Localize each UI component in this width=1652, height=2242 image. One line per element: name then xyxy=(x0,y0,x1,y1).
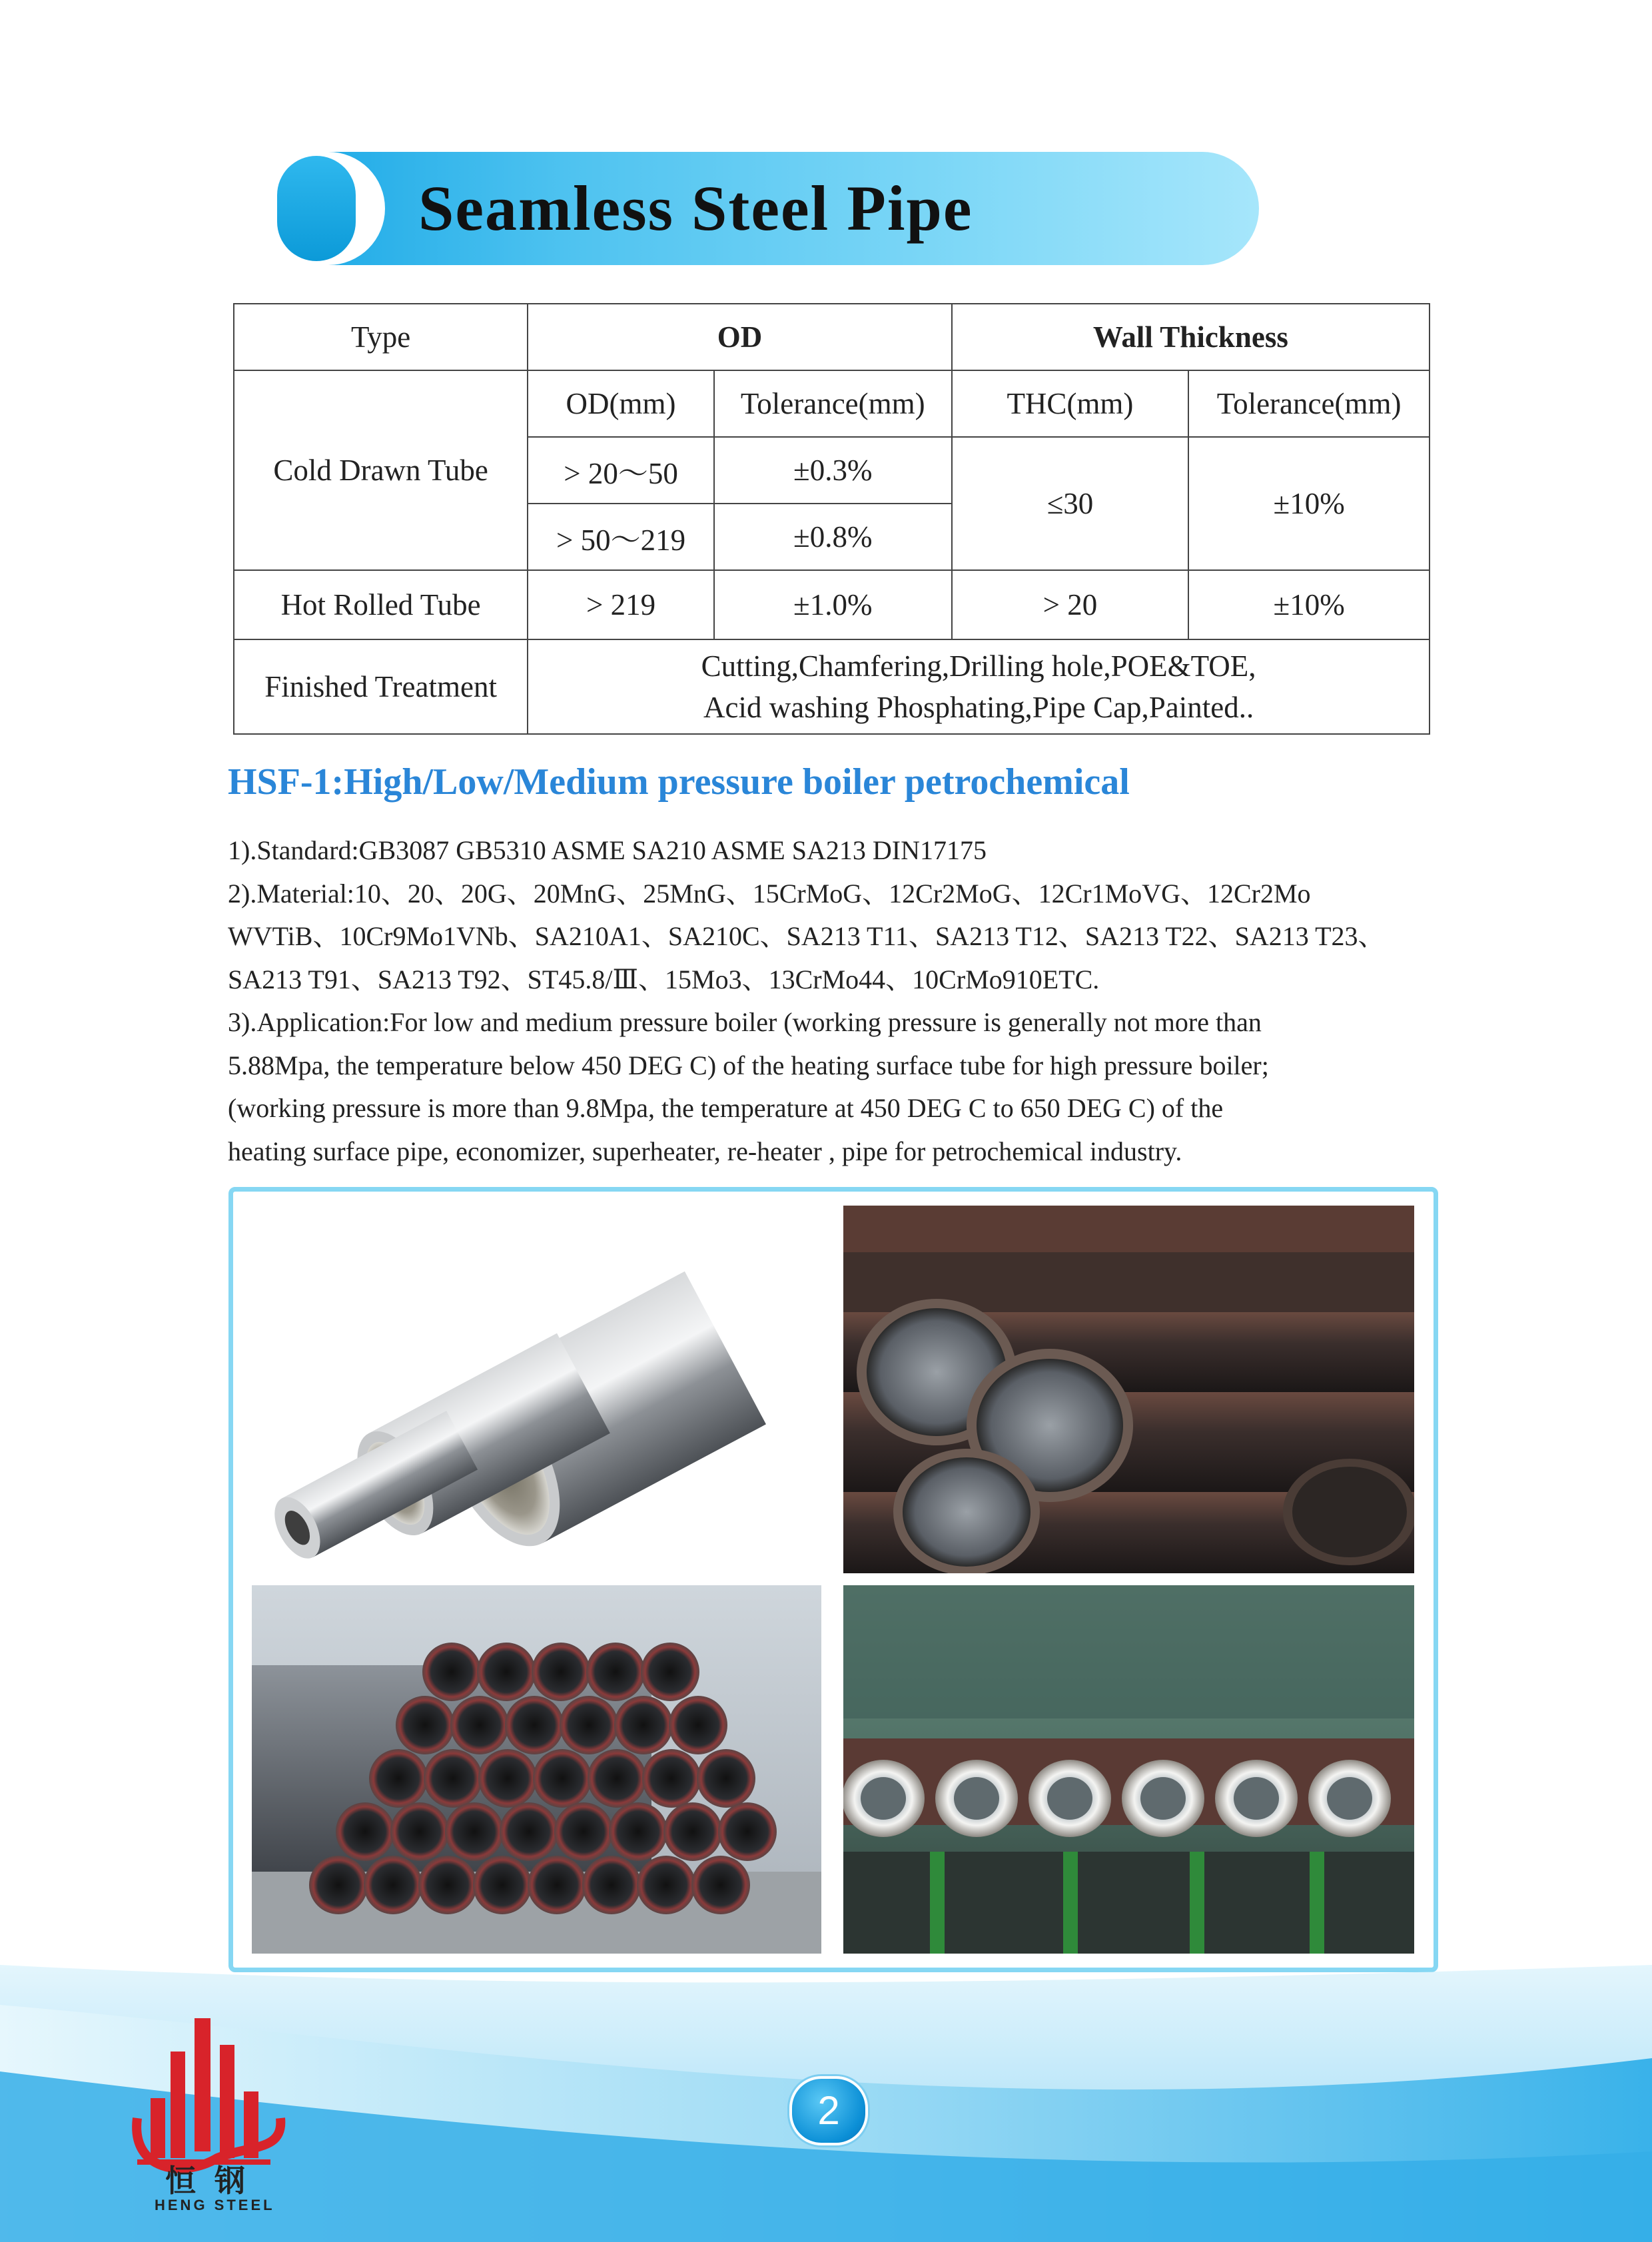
cold-drawn-thc: ≤30 xyxy=(952,437,1189,570)
finished-line-1: Cutting,Chamfering,Drilling hole,POE&TOE, xyxy=(701,649,1256,683)
body-line: 3).Application:For low and medium pressure boiler (working pressure is generally not more than xyxy=(228,1007,1262,1037)
body-line: heating surface pipe, economizer, superheater, re-heater , pipe for petrochemical industry. xyxy=(228,1136,1182,1166)
photo-stacked-pipes xyxy=(252,1585,821,1954)
photo-warehouse-pipes xyxy=(843,1585,1414,1954)
section-body xyxy=(228,829,1493,1173)
row-label-cold-drawn: Cold Drawn Tube xyxy=(234,370,528,570)
header-type: Type xyxy=(234,304,528,370)
pipe-end xyxy=(505,1696,564,1754)
pipe-end xyxy=(369,1749,428,1808)
finished-treatment-text xyxy=(528,639,1430,734)
pipe-end xyxy=(309,1856,368,1914)
pipe-end xyxy=(669,1696,727,1754)
section-title: HSF-1:High/Low/Medium pressure boiler petrochemical xyxy=(228,761,1130,803)
body-line: WVTiB、10Cr9Mo1VNb、SA210A1、SA210C、SA213 T11、SA213 T12、SA213 T22、SA213 T23、 xyxy=(228,921,1385,951)
banner-pill-decoration xyxy=(277,156,356,261)
pipe-end xyxy=(609,1802,667,1861)
pipe-end xyxy=(586,1643,645,1701)
logo-en-text: HENG STEEL xyxy=(155,2197,275,2213)
cold-drawn-tol-1: ±0.3% xyxy=(714,437,952,504)
header-wall-thickness: Wall Thickness xyxy=(952,304,1430,370)
pipe-end xyxy=(642,1749,701,1808)
pipe-end xyxy=(582,1856,641,1914)
pipe-end xyxy=(500,1802,558,1861)
pipe-end xyxy=(424,1749,482,1808)
pipe-end xyxy=(637,1856,695,1914)
page-number-badge: 2 xyxy=(789,2076,868,2145)
cold-drawn-tol-2: ±0.8% xyxy=(714,504,952,570)
body-line: 2).Material:10、20、20G、20MnG、25MnG、15CrMoG、12Cr2MoG、12Cr1MoVG、12Cr2Mo xyxy=(228,878,1311,909)
pipe-end xyxy=(450,1696,509,1754)
pipe-end xyxy=(614,1696,673,1754)
pipe-end xyxy=(718,1802,777,1861)
pipe-end xyxy=(477,1643,536,1701)
body-line: (working pressure is more than 9.8Mpa, the temperature at 450 DEG C to 650 DEG C) of the xyxy=(228,1093,1224,1123)
cold-drawn-wall-tol: ±10% xyxy=(1188,437,1430,570)
pipe-end xyxy=(473,1856,532,1914)
page-title: Seamless Steel Pipe xyxy=(418,173,973,244)
row-label-hot-rolled: Hot Rolled Tube xyxy=(234,570,528,639)
hot-rolled-tol: ±1.0% xyxy=(714,570,952,639)
spec-table xyxy=(233,303,1430,735)
pipe-end xyxy=(554,1802,613,1861)
pipe-end xyxy=(336,1802,394,1861)
subheader-thc: THC(mm) xyxy=(952,370,1189,437)
row-label-finished-treatment: Finished Treatment xyxy=(234,639,528,734)
pipe-end xyxy=(528,1856,586,1914)
finished-line-2: Acid washing Phosphating,Pipe Cap,Painted.. xyxy=(703,691,1254,724)
pipe-end xyxy=(560,1696,618,1754)
cold-drawn-od-2: > 50～219 xyxy=(528,504,714,570)
pipe-end xyxy=(691,1856,750,1914)
pipe-end xyxy=(641,1643,699,1701)
logo-cn-text: 恒钢 xyxy=(165,2163,264,2199)
hot-rolled-od: > 219 xyxy=(528,570,714,639)
subheader-od-tolerance: Tolerance(mm) xyxy=(714,370,952,437)
pipe-end xyxy=(396,1696,454,1754)
body-line: 1).Standard:GB3087 GB5310 ASME SA210 ASME SA213 DIN17175 xyxy=(228,835,987,865)
body-line: SA213 T91、SA213 T92、ST45.8/Ⅲ、15Mo3、13CrMo44、10CrMo910ETC. xyxy=(228,964,1100,994)
subheader-od-mm: OD(mm) xyxy=(528,370,714,437)
pipe-end xyxy=(445,1802,504,1861)
pipe-end xyxy=(588,1749,646,1808)
header-od: OD xyxy=(528,304,951,370)
pipe-end xyxy=(390,1802,449,1861)
subheader-wall-tolerance: Tolerance(mm) xyxy=(1188,370,1430,437)
pipe-end xyxy=(697,1749,755,1808)
photo-black-pipes xyxy=(843,1206,1414,1573)
pipe-end xyxy=(418,1856,477,1914)
pipe-end xyxy=(532,1643,590,1701)
pipe-end xyxy=(364,1856,422,1914)
photo-polished-tubes xyxy=(246,1204,821,1575)
pipe-end xyxy=(663,1802,722,1861)
hot-rolled-thc: > 20 xyxy=(952,570,1189,639)
pipe-end xyxy=(422,1643,481,1701)
pipe-end xyxy=(533,1749,592,1808)
hot-rolled-wall-tol: ±10% xyxy=(1188,570,1430,639)
body-line: 5.88Mpa, the temperature below 450 DEG C) of the heating surface tube for high pressure boiler; xyxy=(228,1050,1269,1080)
pipe-end xyxy=(478,1749,537,1808)
cold-drawn-od-1: > 20～50 xyxy=(528,437,714,504)
